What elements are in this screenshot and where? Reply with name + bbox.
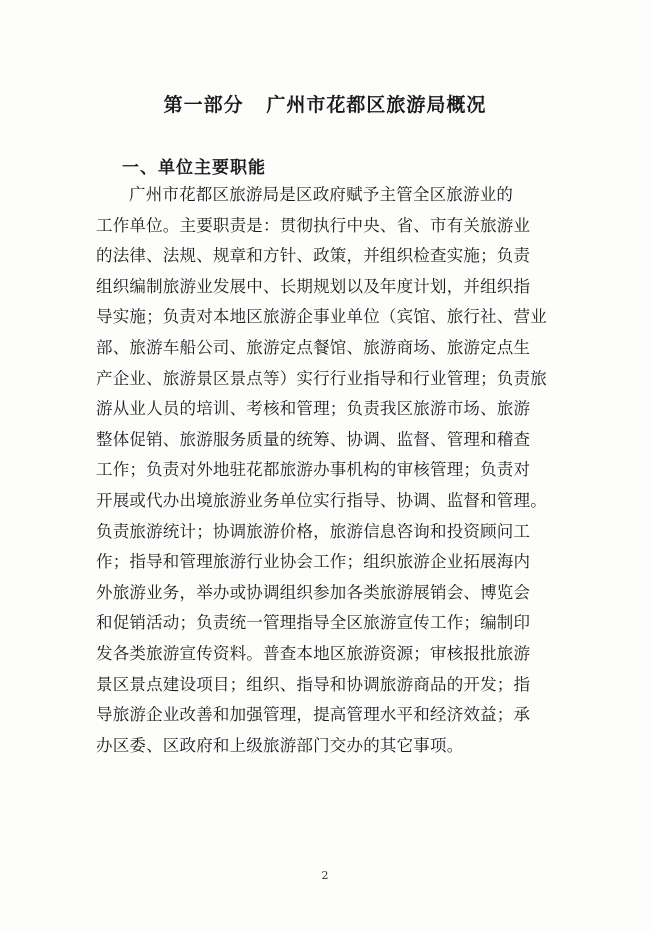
body-line: 负责旅游统计；协调旅游价格，旅游信息咨询和投资顾问工	[96, 521, 531, 541]
body-line: 导实施；负责对本地区旅游企事业单位（宾馆、旅行社、营业	[96, 307, 547, 327]
body-line: 作；指导和管理旅游行业协会工作；组织旅游企业拓展海内	[96, 552, 531, 572]
body-line: 整体促销、旅游服务质量的统筹、协调、监督、管理和稽查	[96, 429, 531, 449]
body-line: 的法律、法规、规章和方针、政策，并组织检查实施；负责	[96, 246, 531, 266]
body-line: 组织编制旅游业发展中、长期规划以及年度计划，并组织指	[96, 276, 531, 296]
body-line: 开展或代办出境旅游业务单位实行指导、协调、监督和管理。	[96, 490, 547, 510]
body-line: 广州市花都区旅游局是区政府赋予主管全区旅游业的	[129, 185, 514, 204]
body-text	[96, 180, 566, 761]
section-heading: 一、单位主要职能	[122, 158, 266, 178]
body-line: 工作单位。主要职责是：贯彻执行中央、省、市有关旅游业	[96, 215, 531, 235]
body-line: 外旅游业务，举办或协调组织参加各类旅游展销会、博览会	[96, 582, 531, 602]
body-line: 导旅游企业改善和加强管理，提高管理水平和经济效益；承	[96, 705, 531, 725]
body-line: 办区委、区政府和上级旅游部门交办的其它事项。	[96, 735, 464, 755]
body-line: 工作；负责对外地驻花都旅游办事机构的审核管理；负责对	[96, 460, 531, 480]
body-line: 景区景点建设项目；组织、指导和协调旅游商品的开发；指	[96, 674, 531, 694]
page-number: 2	[321, 869, 329, 882]
body-line: 产企业、旅游景区景点等）实行行业指导和行业管理；负责旅	[96, 368, 547, 388]
body-line: 和促销活动；负责统一管理指导全区旅游宣传工作；编制印	[96, 613, 531, 633]
body-line: 部、旅游车船公司、旅游定点餐馆、旅游商场、旅游定点生	[96, 337, 531, 357]
body-line: 游从业人员的培训、考核和管理；负责我区旅游市场、旅游	[96, 399, 531, 419]
page-title: 第一部分 广州市花都区旅游局概况	[163, 94, 487, 116]
body-line: 发各类旅游宣传资料。普查本地区旅游资源；审核报批旅游	[96, 643, 531, 663]
